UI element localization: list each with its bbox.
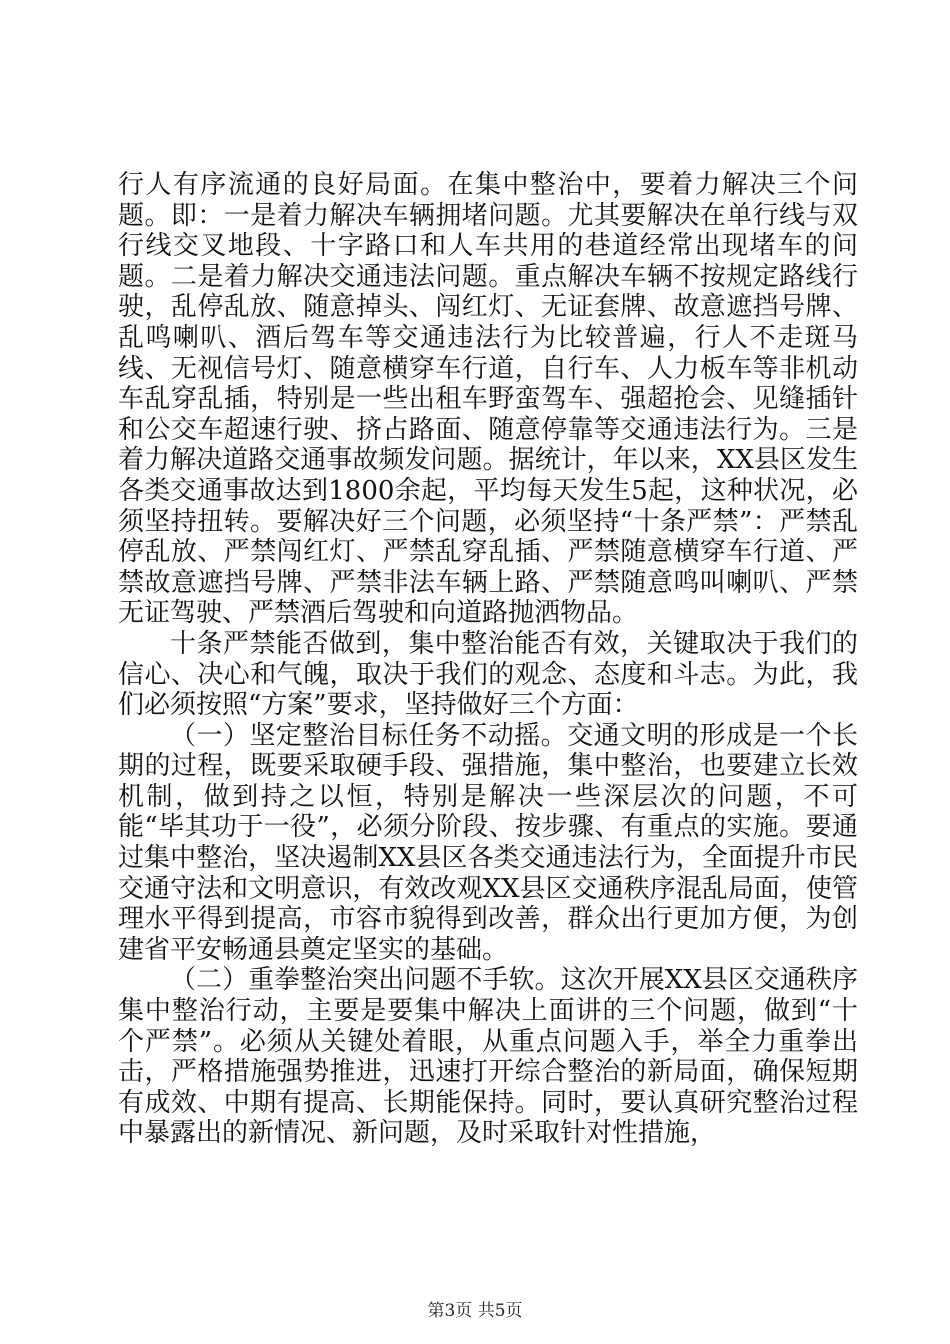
paragraph-continuation: 行人有序流通的良好局面。在集中整治中，要着力解决三个问题。即：一是着力解决车辆拥堵问题。尤其要解决在单行线与双行线交叉地段、十字路口和人车共用的巷道经常出现堵车的问题。二是着力解决交通违法问题。重点解决车辆不按规定路线行驶，乱停乱放、随意掉头、闯红灯、无证套牌、故意遮挡号牌、乱鸣喇叭、酒后驾车等交通违法行为比较普遍，行人不走斑马线、无视信号灯、随意横穿车行道，自行车、人力板车等非机动车乱穿乱插，特别是一些出租车野蛮驾车、强超抢会、见缝插针和公交车超速行驶、挤占路面、随意停靠等交通违法行为。三是着力解决道路交通事故频发问题。据统计，年以来，XX县区发生各类交通事故达到1800余起，平均每天发生5起，这种状况，必须坚持扭转。要解决好三个问题，必须坚持“十条严禁”：严禁乱停乱放、严禁闯红灯、严禁乱穿乱插、严禁随意横穿车行道、严禁故意遮挡号牌、严禁非法车辆上路、严禁随意鸣叫喇叭、严禁无证驾驶、严禁酒后驾驶和向道路抛洒物品。 <box>118 170 858 629</box>
paragraph-section-one: （一）坚定整治目标任务不动摇。交通文明的形成是一个长期的过程，既要采取硬手段、强措施，集中整治，也要建立长效机制，做到持之以恒，特别是解决一些深层次的问题，不可能“毕其功于一役”，必须分阶段、按步骤、有重点的实施。要通过集中整治，坚决遏制XX县区各类交通违法行为，全面提升市民交通守法和文明意识，有效改观XX县区交通秩序混乱局面，使管理水平得到提高，市容市貌得到改善，群众出行更加方便，为创建省平安畅通县奠定坚实的基础。 <box>118 720 858 965</box>
document-body <box>118 170 858 1149</box>
paragraph-ten-prohibitions: 十条严禁能否做到，集中整治能否有效，关键取决于我们的信心、决心和气魄，取决于我们的观念、态度和斗志。为此，我们必须按照“方案”要求，坚持做好三个方面： <box>118 628 858 721</box>
paragraph-section-two: （二）重拳整治突出问题不手软。这次开展XX县区交通秩序集中整治行动，主要是要集中解决上面讲的三个问题，做到“十个严禁”。必须从关键处着眼，从重点问题入手，举全力重拳出击，严格措施强势推进，迅速打开综合整治的新局面，确保短期有成效、中期有提高、长期能保持。同时，要认真研究整治过程中暴露出的新情况、新问题，及时采取针对性措施， <box>118 965 858 1149</box>
page-footer: 第3页 共5页 <box>427 1301 523 1321</box>
